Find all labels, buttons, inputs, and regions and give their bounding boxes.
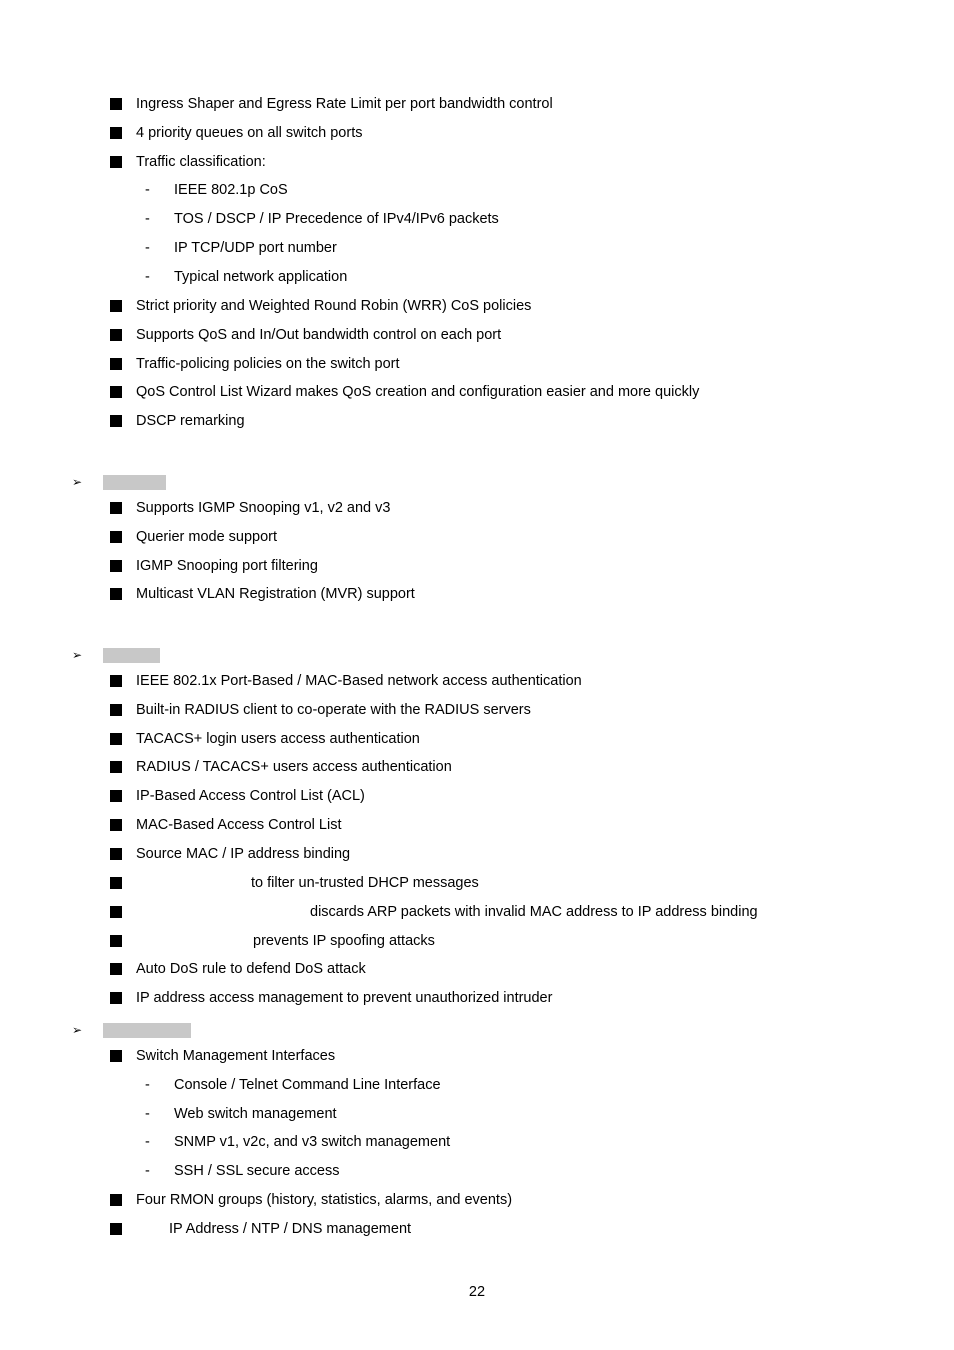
dash-bullet: - xyxy=(145,240,150,256)
bullet-square-icon xyxy=(110,300,122,312)
bullet-square-icon xyxy=(110,819,122,831)
bullet-square-icon xyxy=(110,1050,122,1062)
bullet-square-icon xyxy=(110,358,122,370)
dash-bullet: - xyxy=(145,269,150,285)
bullet-square-icon xyxy=(110,733,122,745)
bullet-square-icon xyxy=(110,127,122,139)
dash-bullet: - xyxy=(145,1163,150,1179)
heading-redaction-bar xyxy=(103,475,166,490)
bullet-square-icon xyxy=(110,963,122,975)
heading-redaction-bar xyxy=(103,1023,191,1038)
dash-bullet: - xyxy=(145,182,150,198)
bullet-square-icon xyxy=(110,1194,122,1206)
bullet-square-icon xyxy=(110,704,122,716)
bullet-square-icon xyxy=(110,790,122,802)
bullet-square-icon xyxy=(110,935,122,947)
bullet-square-icon xyxy=(110,848,122,860)
bullet-square-icon xyxy=(110,502,122,514)
bullet-square-icon xyxy=(110,1223,122,1235)
bullet-square-icon xyxy=(110,992,122,1004)
dash-bullet: - xyxy=(145,211,150,227)
heading-redaction-bar xyxy=(103,648,160,663)
bullet-square-icon xyxy=(110,588,122,600)
bullet-square-icon xyxy=(110,415,122,427)
bullet-square-icon xyxy=(110,877,122,889)
bullet-square-icon xyxy=(110,906,122,918)
dash-bullet: - xyxy=(145,1134,150,1150)
arrow-bullet-icon: ➢ xyxy=(72,475,83,489)
dash-bullet: - xyxy=(145,1106,150,1122)
bullet-square-icon xyxy=(110,156,122,168)
bullet-square-icon xyxy=(110,329,122,341)
bullet-square-icon xyxy=(110,560,122,572)
bullet-square-icon xyxy=(110,531,122,543)
bullet-square-icon xyxy=(110,98,122,110)
page-number: 22 xyxy=(468,1284,486,1300)
document-page: Ingress Shaper and Egress Rate Limit per port bandwidth control 4 priority queues on all switch ports Traffic classification: - IEEE 802.1p CoS - TOS / DSCP / IP Precedence of IPv4/IPv6 packets - IP TCP/UDP port number - Typical network application Strict priority and Weighted Round Robin (WRR) CoS policies Supports QoS and In/Out bandwidth control on each port Traffic-policing policies on the switch port QoS Control List Wizard makes QoS creation and configuration easier and more quickly DSCP remarking ➢ Supports IGMP Snooping v1, v2 and v3 Querier mode support IGMP Snooping port filtering Multicast VLAN Registration (MVR) support ➢ IEEE 802.1x Port-Based / MAC-Based network access authentication Built-in RADIUS client to co-operate with the RADIUS servers TACACS+ login users access authentication RADIUS / TACACS+ users access authentication IP-Based Access Control List (ACL) MAC-Based Access Control List Source MAC / IP address binding to filter un-trusted DHCP messages discards ARP packets with invalid MAC address to IP address binding prevents IP spoofing attacks Auto DoS rule to defend DoS attack IP address access management to prevent unauthorized intruder ➢ Switch Management Interfaces - Console / Telnet Command Line Interface - Web switch management - SNMP v1, v2c, and v3 switch management - SSH / SSL secure access Four RMON groups (history, statistics, alarms, and events) IP Address / NTP / DNS management 22 xyxy=(0,0,954,1350)
bullet-square-icon xyxy=(110,761,122,773)
arrow-bullet-icon: ➢ xyxy=(72,1023,83,1037)
bullet-square-icon xyxy=(110,386,122,398)
arrow-bullet-icon: ➢ xyxy=(72,648,83,662)
bullet-square-icon xyxy=(110,675,122,687)
dash-bullet: - xyxy=(145,1077,150,1093)
